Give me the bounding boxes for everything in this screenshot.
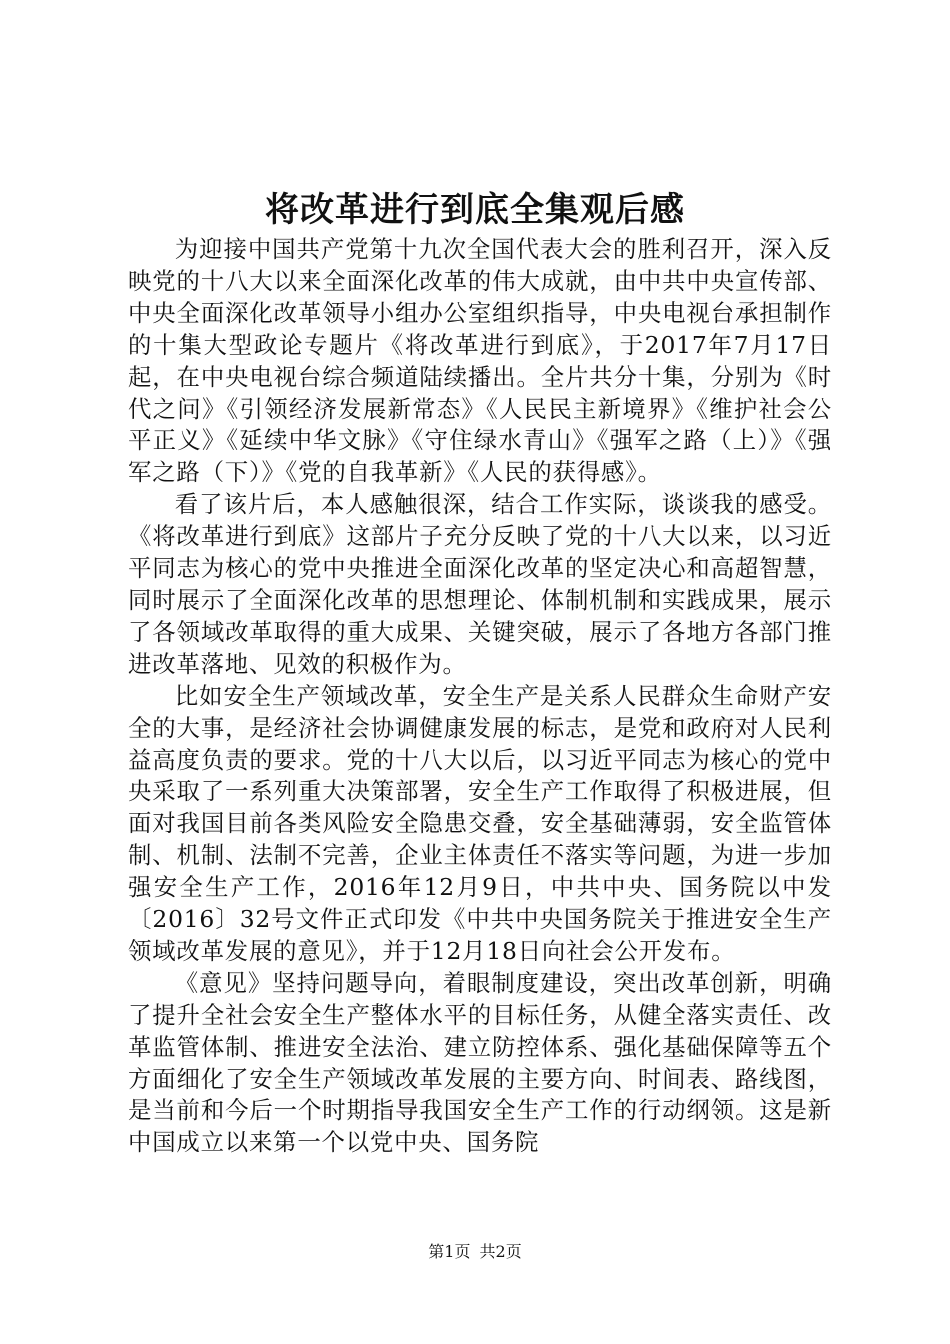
page-number: 第1页	[428, 1242, 471, 1261]
document-body	[128, 234, 832, 1159]
paragraph: 为迎接中国共产党第十九次全国代表大会的胜利召开，深入反映党的十八大以来全面深化改革的伟大成就，由中共中央宣传部、中央全面深化改革领导小组办公室组织指导，中央电视台承担制作的十集大型政论专题片《将改革进行到底》，于2017年7月17日起，在中央电视台综合频道陆续播出。全片共分十集，分别为《时代之问》《引领经济发展新常态》《人民民主新境界》《维护社会公平正义》《延续中华文脉》《守住绿水青山》《强军之路（上）》《强军之路（下）》《党的自我革新》《人民的获得感》。	[128, 235, 832, 487]
paragraph: 比如安全生产领域改革，安全生产是关系人民群众生命财产安全的大事，是经济社会协调健康发展的标志，是党和政府对人民利益高度负责的要求。党的十八大以后，以习近平同志为核心的党中央采取了一系列重大决策部署，安全生产工作取得了积极进展，但面对我国目前各类风险安全隐患交叠，安全基础薄弱，安全监管体制、机制、法制不完善，企业主体责任不落实等问题，为进一步加强安全生产工作，2016年12月9日，中共中央、国务院以中发〔2016〕32号文件正式印发《中共中央国务院关于推进安全生产领域改革发展的意见》，并于12月18日向社会公开发布。	[128, 681, 832, 965]
paragraph: 看了该片后，本人感触很深，结合工作实际，谈谈我的感受。《将改革进行到底》这部片子充分反映了党的十八大以来，以习近平同志为核心的党中央推进全面深化改革的坚定决心和高超智慧，同时展示了全面深化改革的思想理论、体制机制和实践成果，展示了各领域改革取得的重大成果、关键突破，展示了各地方各部门推进改革落地、见效的积极作为。	[128, 490, 832, 678]
page-footer	[0, 1240, 950, 1264]
page-total: 共2页	[479, 1242, 522, 1261]
paragraph: 《意见》坚持问题导向，着眼制度建设，突出改革创新，明确了提升全社会安全生产整体水平的目标任务，从健全落实责任、改革监管体制、推进安全法治、建立防控体系、强化基础保障等五个方面细化了安全生产领域改革发展的主要方向、时间表、路线图，是当前和今后一个时期指导我国安全生产工作的行动纲领。这是新中国成立以来第一个以党中央、国务院	[128, 968, 832, 1157]
document-title: 将改革进行到底全集观后感	[265, 190, 685, 230]
